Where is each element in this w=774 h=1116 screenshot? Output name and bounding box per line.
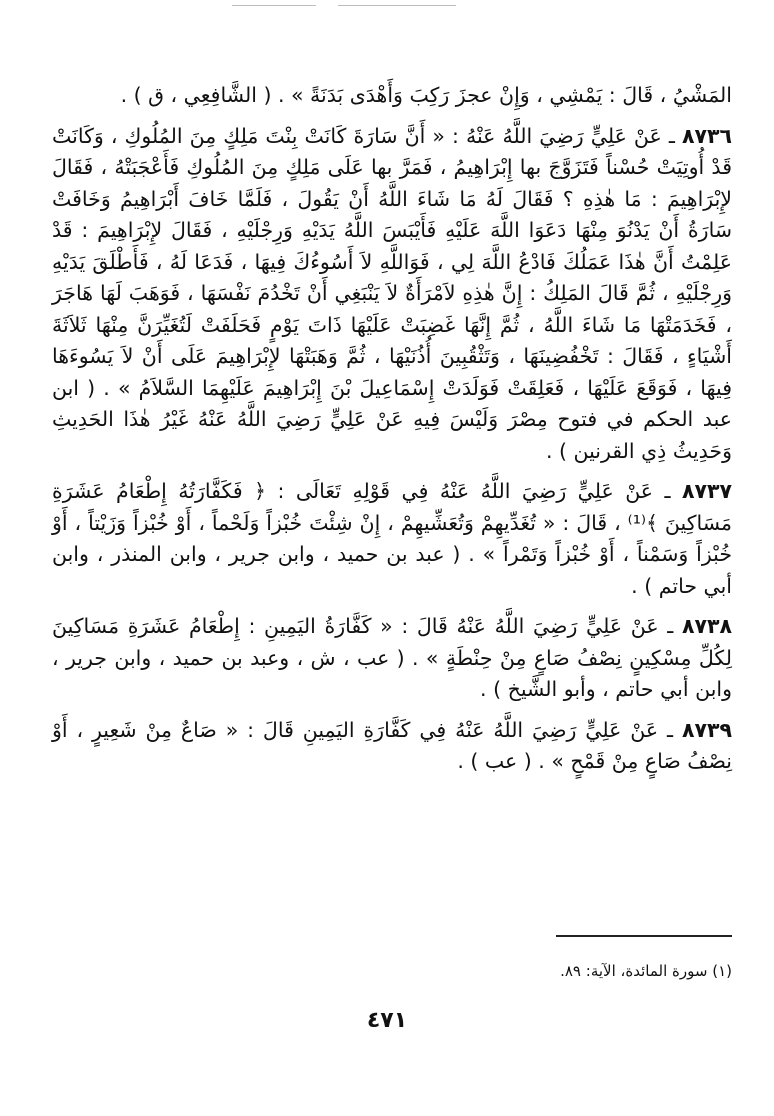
hadith-text: ـ عَنْ عَلِيٍّ رَضِيَ اللَّهُ عَنْهُ فِي قَوْلِهِ تَعَالَى : ﴿ فَكَفَّارَتُهُ إِطْعَامُ عَشَرَةِ مَسَاكِينَ ﴾⁽¹⁾ ، قَالَ : « تُغَدِّيهِمْ وَتُعَشِّيهِمْ ، إِنْ شِئْتَ خُبْزاً وَلَحْماً ، أَوْ خُبْزاً وَزَيْتاً ، أَوْ خُبْزاً وَسَمْناً ، أَوْ خُبْزاً وَتَمْراً » . ( عبد بن حميد ، وابن جرير ، وابن المنذر ، وابن أبي حاتم ) . [52,479,732,598]
footnote-divider [556,935,732,937]
hadith-number: ٨٧٣٨ [681,614,732,638]
hadith-text: ـ عَنْ عَلِيٍّ رَضِيَ اللَّهُ عَنْهُ قَالَ : « كَفَّارَةُ اليَمِينِ : إِطْعَامُ عَشَرَةِ مَسَاكِينَ لِكُلِّ مِسْكِينٍ نِصْفُ صَاعٍ مِنْ حِنْطَةٍ » . ( عب ، ش ، وعبد بن حميد ، وابن جرير ، وابن أبي حاتم ، وأبو الشَّيخ ) . [52,614,732,701]
hadith-text: ـ عَنْ عَلِيٍّ رَضِيَ اللَّهُ عَنْهُ فِي كَفَّارَةِ اليَمِينِ قَالَ : « صَاعٌ مِنْ شَعِيرٍ ، أَوْ نِصْفُ صَاعٍ مِنْ قَمْحٍ » . ( عب ) . [52,717,732,773]
hadith-text: ـ عَنْ عَلِيٍّ رَضِيَ اللَّهُ عَنْهُ : « أَنَّ سَارَةَ كَانَتْ بِنْتَ مَلِكٍ مِنَ المُلُوكِ ، وَكَانَتْ قَدْ أُوتِيَتْ حُسْناً فَتَزَوَّجَ بها إِبْرَاهِيمُ ، فَمَرَّ بها عَلَى مَلِكٍ مِنَ المُلُوكِ فَأَعْجَبَتْهُ ، فَقَالَ لإِبْرَاهِيمَ : مَا هٰذِهِ ؟ فَقَالَ لَهُ مَا شَاءَ اللَّهُ أَنْ يَقُولَ ، فَلَمَّا خَافَ أَبْرَاهِيمُ وَخَافَتْ سَارَةُ أَنْ يَدْنُوَ مِنْهَا دَعَوَا اللَّهَ عَلَيْهِ فَأَيْبَسَ اللَّهُ يَدَيْهِ وَرِجْلَيْهِ ، فَقَالَ لإِبْرَاهِيمَ : قَدْ عَلِمْتُ أَنَّ هٰذَا عَمَلُكَ فَادْعُ اللَّهَ لِي ، فَوَاللَّهِ لاَ أَسُوءُكَ فِيهَا ، فَدَعَا لَهُ ، فَأَطْلَقَ يَدَيْهِ وَرِجْلَيْهِ ، ثُمَّ قَالَ المَلِكُ : إِنَّ هٰذِهِ لاَمْرَأَةٌ لاَ يَنْبَغِي أَنْ تَخْدُمَ نَفْسَهَا ، فَوَهَبَ لَهَا هَاجَرَ ، فَخَدَمَتْهَا مَا شَاءَ اللَّهُ ، ثُمَّ إِنَّهَا غَضِبَتْ عَلَيْهَا ذَاتَ يَوْمٍ فَحَلَفَتْ لَتُغَيِّرَنَّ مِنْهَا ثَلاَثَةَ أَشْيَاءٍ ، فَقَالَ : تَخْفُضِينَهَا ، وَتَثْقُبِينَ أُذُنَيْهَا ، ثُمَّ وَهَبَتْهَا لإِبْرَاهِيمَ عَلَى أَنْ لاَ يَسُوءَهَا فِيهَا ، فَوَقَعَ عَلَيْهَا ، فَعَلِقَتْ فَوَلَدَتْ إِسْمَاعِيلَ بْنَ إِبْرَاهِيمَ عَلَيْهِمَا السَّلاَمُ » . ( ابن عبد الحكم في فتوح مِصْرَ وَلَيْسَ فِيهِ عَنْ عَلِيٍّ رَضِيَ اللَّهُ عَنْهُ غَيْرُ هٰذَا الحَدِيثِ وَحَدِيثُ ذِي القرنين ) . [52,123,732,463]
page-number: ٤٧١ [366,1008,408,1033]
page-body [52,80,732,778]
paragraph-text: المَشْيُ ، قَالَ : يَمْشِي ، وَإِنْ عجزَ رَكِبَ وَأَهْدَى بَدَنَةً » . ( الشَّافِعِي ، ق ) . [120,83,732,107]
hadith-8739 [52,715,732,778]
hadith-8736 [52,121,732,468]
scan-edge-marks [0,0,774,14]
footnote: (١) سورة المائدة، الآية: ٨٩. [560,962,732,980]
hadith-number: ٨٧٣٦ [681,123,732,148]
scan-edge-line [232,5,316,6]
scan-edge-line [338,5,456,6]
hadith-number: ٨٧٣٧ [681,479,732,503]
hadith-number: ٨٧٣٩ [681,717,732,742]
paragraph-continuation [52,80,732,112]
hadith-8737 [52,476,732,602]
hadith-8738 [52,611,732,706]
